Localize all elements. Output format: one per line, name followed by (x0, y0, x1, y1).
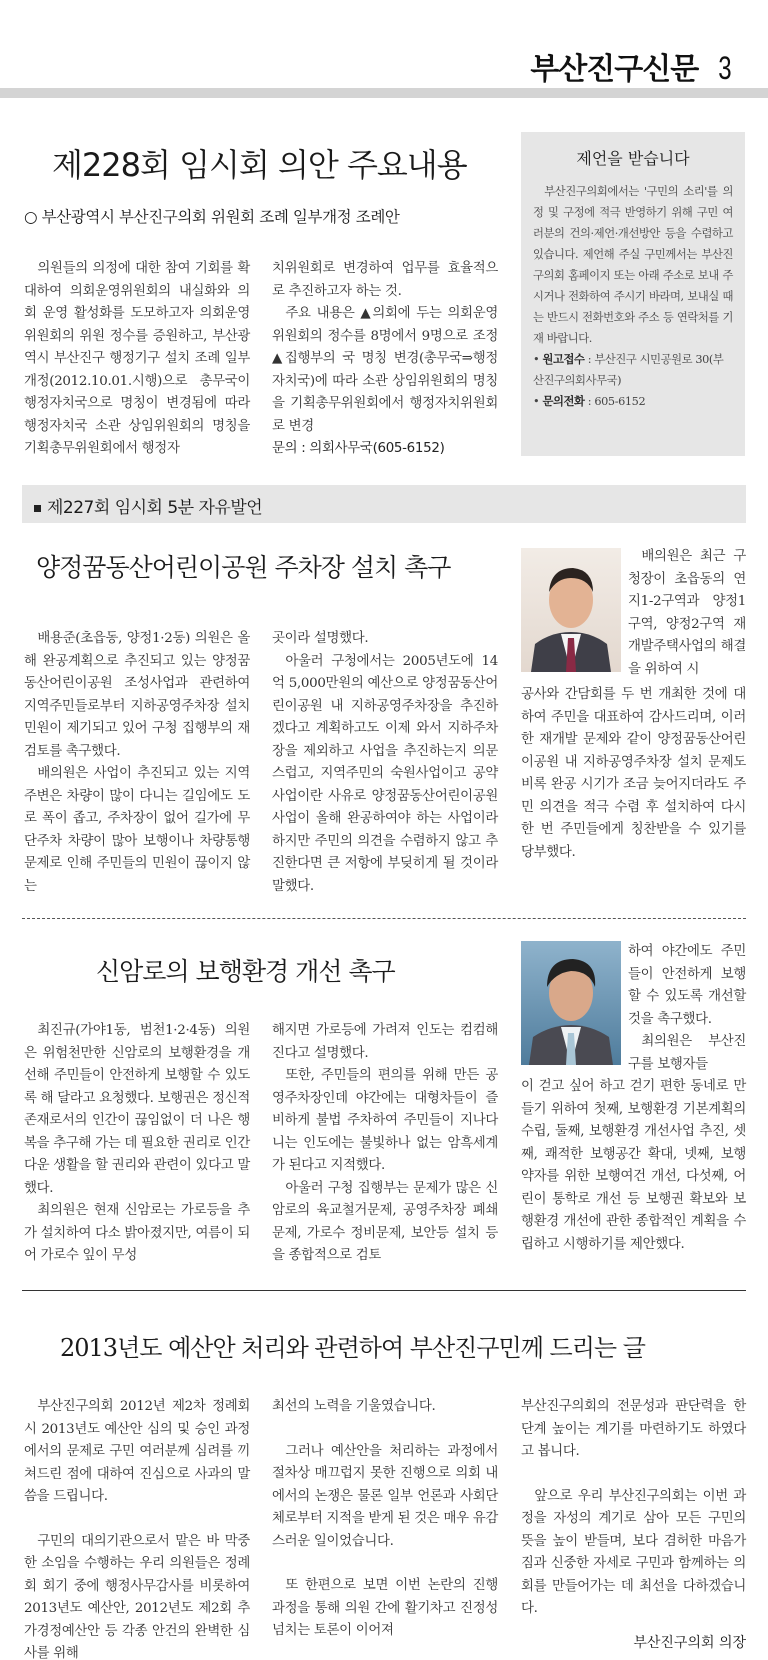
paragraph: 부산진구의회의 전문성과 판단력을 한 단계 높이는 계기를 마련하기도 하였다고 봅니다. (521, 1399, 746, 1459)
article2-col2 (272, 628, 498, 898)
square-bullet-icon (34, 505, 41, 512)
paragraph: 최선의 노력을 기울였습니다. (272, 1399, 436, 1414)
article1-subheading: ○ 부산광역시 부산진구의회 위원회 조례 일부개정 조례안 (24, 208, 400, 226)
article2-col1 (24, 628, 250, 898)
paragraph: 구민의 대의기관으로서 맡은 바 막중한 소임을 수행하는 우리 의원들은 정례회 회기 중에 행정사무감사를 비롯하여 2013년도 예산안, 2012년도 제2회 추가경정예산안 등 각종 안건의 완벽한 심사를 위해 (24, 1533, 250, 1660)
paragraph: 곳이라 설명했다. (272, 631, 369, 646)
paragraph: 공사와 간담회를 두 번 개최한 것에 대하여 주민을 대표하여 감사드리며, 이러한 재개발 문제와 같이 양정꿈동산어린이공원 내 지하공영주차장 설치 문제도 비록 완공 시기가 조금 늦어지더라도 주민 의견을 적극 수렴 후 설치하여 다시 한 번 주민들에게 칭찬받을 수 있기를 당부했다. (521, 687, 746, 860)
article1-col1 (24, 258, 250, 461)
page-number: 3 (718, 50, 732, 86)
article3-col1 (24, 1020, 250, 1268)
councilor-photo-choi (521, 941, 621, 1065)
councilor-photo-bae (521, 548, 621, 672)
article3-col3 (521, 1076, 746, 1256)
suggestion-box (521, 132, 745, 456)
divider-solid (22, 1290, 746, 1291)
suggestion-box-heading: 제언을 받습니다 (576, 149, 690, 168)
paragraph: 최의원은 부산진구를 보행자들 (628, 1034, 746, 1072)
paragraph: 해지면 가로등에 가려져 인도는 컴컴해진다고 설명했다. (272, 1023, 498, 1061)
paragraph: 또한, 주민들의 편의를 위해 만든 공영주차장인데 야간에는 대형차들이 즐비하게 불법 주차하여 주민들이 지나다니는 인도에는 불빛하나 없는 암흑세계가 된다고 지적했다. (272, 1068, 498, 1173)
article1-contact: 문의 : 의회사무국(605-6152) (272, 441, 445, 456)
article4-signature: 부산진구의회 의장 (633, 1635, 746, 1651)
article3-title: 신암로의 보행환경 개선 촉구 (96, 957, 395, 986)
section-bar-label: 제227회 임시회 5분 자유발언 (47, 498, 263, 518)
article4-col2 (272, 1396, 498, 1643)
paragraph: 아울러 구청에서는 2005년도에 14억 5,000만원의 예산으로 양정꿈동산어린이공원 내 지하공영주차장을 추진하겠다고 계획하고도 이제 와서 지하주차장을 제외하고 사업을 추진하는지 의문스럽고, 지역주민의 숙원사업이고 공약사업이란 사유로 양정꿈동산어린이공원 사업이 올해 완공하여야 하는 사업이라 하지만 주민의 의견을 수렴하지 않고 추진한다면 큰 저항에 부딪히게 될 것이라 말했다. (272, 653, 498, 894)
masthead (530, 44, 734, 88)
article3-col2 (272, 1020, 498, 1268)
article2-title: 양정꿈동산어린이공원 주차장 설치 촉구 (36, 553, 451, 582)
suggestion-box-text: 부산진구의회에서는 '구민의 소리'를 의정 및 구정에 적극 반영하기 위해 구민 여러분의 건의·제언·개선방안 등을 수렴하고 있습니다. 제언해 주실 구민께서는 부산진구의회 홈페이지 또는 아래 주소로 보내 주시거나 전화하여 주시기 바라며, 보내실 때는 반드시 전화번호와 주소 등 연락처를 기재 바랍니다. (533, 185, 733, 345)
paragraph: 최진규(가야1동, 범천1·2·4동) 의원은 위험천만한 신암로의 보행환경을 개선해 주민들이 안전하게 보행할 수 있도록 해 달라고 요청했다. 보행권은 정신적 존재로서의 인간이 끊임없이 더 나은 행복을 추구해 가는 데 필요한 권리로 인간다운 생활을 할 권리와 관련이 있다고 말했다. (24, 1023, 250, 1196)
paragraph: 아울러 구청 집행부는 문제가 많은 신암로의 육교철거문제, 공영주차장 폐쇄문제, 가로수 정비문제, 보안등 설치 등을 종합적으로 검토 (272, 1180, 498, 1263)
section-bar (22, 485, 746, 523)
newspaper-name: 부산진구신문 (530, 52, 699, 87)
paragraph: 부산진구의회 2012년 제2차 정례회 시 2013년도 예산안 심의 및 승인 과정에서의 문제로 구민 여러분께 심려를 끼쳐드린 점에 대하여 진심으로 사과의 말씀을 드립니다. (24, 1399, 250, 1504)
paragraph: 의원들의 의정에 대한 참여 기회를 확대하여 의회운영위원회의 내실화와 의회 운영 활성화를 도모하고자 의회운영위원회의 위원 정수를 증원하고, 부산광역시 부산진구 행정기구 설치 조례 일부개정(2012.10.01.시행)으로 총무국이 행정자치국으로 명칭이 변경됨에 따라 행정자치국 소관 상임위원회의 명칭을 기획총무위원회에서 행정자 (24, 261, 250, 456)
paragraph: 배용준(초읍동, 양정1·2동) 의원은 올해 완공계획으로 추진되고 있는 양정꿈동산어린이공원 조성사업과 관련하여 지역주민들로부터 지하공영주차장 설치 민원이 제기되고 있어 구청 집행부의 재검토를 촉구했다. (24, 631, 250, 759)
paragraph: 주요 내용은 ▲의회에 두는 의회운영위원회의 정수를 8명에서 9명으로 조정 ▲집행부의 국 명칭 변경(총무국⇒행정자치국)에 따라 소관 상임위원회의 명칭을 기획총무위원회에서 행정자치위원회로 변경 (272, 306, 498, 434)
article4-col3 (521, 1396, 746, 1621)
paragraph: 하여 야간에도 주민들이 안전하게 보행할 수 있도록 개선할 것을 촉구했다. (628, 944, 746, 1027)
article3-col3-wrap (628, 941, 746, 1076)
paragraph: 치위원회로 변경하여 업무를 효율적으로 추진하고자 하는 것. (272, 261, 498, 299)
article4-title: 2013년도 예산안 처리와 관련하여 부산진구민께 드리는 글 (60, 1334, 645, 1362)
article4-col1 (24, 1396, 250, 1660)
paragraph: 이 걷고 싶어 하고 걷기 편한 동네로 만들기 위하여 첫째, 보행환경 기본계획의 수립, 둘째, 보행환경 개선사업 추진, 셋째, 쾌적한 보행공간 확대, 넷째, 보행 약자를 위한 보행여건 개선, 다섯째, 어린이 통학로 개선 등 보행권 확보와 보행환경 개선에 관한 종합적인 계획을 수립하고 시행하기를 제안했다. (521, 1079, 746, 1252)
paragraph: 앞으로 우리 부산진구의회는 이번 과정을 자성의 계기로 삼아 모든 구민의 뜻을 높이 받들며, 보다 겸허한 마음가짐과 신중한 자세로 구민과 함께하는 의회를 만들어가는 데 최선을 다하겠습니다. (521, 1488, 746, 1616)
portrait-icon (521, 548, 621, 672)
paragraph: 배의원은 최근 구청장이 초읍동의 연지1-2구역과 양정1구역, 양정2구역 재개발주택사업의 해결을 위하여 시 (628, 549, 746, 677)
article2-col3-wrap (628, 546, 746, 681)
suggestion-bullet: • 원고접수 : 부산진구 시민공원로 30(부산진구의회사무국) (533, 353, 724, 387)
divider-dotted (22, 918, 746, 919)
suggestion-bullet: • 문의전화 : 605-6152 (533, 395, 646, 408)
paragraph: 그러나 예산안을 처리하는 과정에서 절차상 매끄럽지 못한 진행으로 의회 내에서의 논쟁은 물론 일부 언론과 사회단체로부터 지적을 받게 된 것은 매우 유감스러운 일이었습니다. (272, 1443, 498, 1549)
paragraph: 배의원은 사업이 추진되고 있는 지역 주변은 차량이 많이 다니는 길임에도 도로 폭이 좁고, 주차장이 없어 길가에 무단주차 차량이 많아 보행이나 차량통행문제로 인해 주민들의 민원이 끊이지 않는 (24, 766, 250, 894)
paragraph: 최의원은 현재 신암로는 가로등을 추가 설치하여 다소 밝아졌지만, 여름이 되어 가로수 잎이 무성 (24, 1203, 250, 1263)
article2-col3 (521, 684, 746, 864)
article1-title: 제228회 임시회 의안 주요내용 (52, 146, 467, 184)
portrait-icon (521, 941, 621, 1065)
masthead-rule (0, 88, 768, 98)
paragraph: 또 한편으로 보면 이번 논란의 진행 과정을 통해 의원 간에 활기차고 진정성 넘치는 토론이 이어져 (272, 1578, 498, 1638)
article1-col2 (272, 258, 498, 461)
